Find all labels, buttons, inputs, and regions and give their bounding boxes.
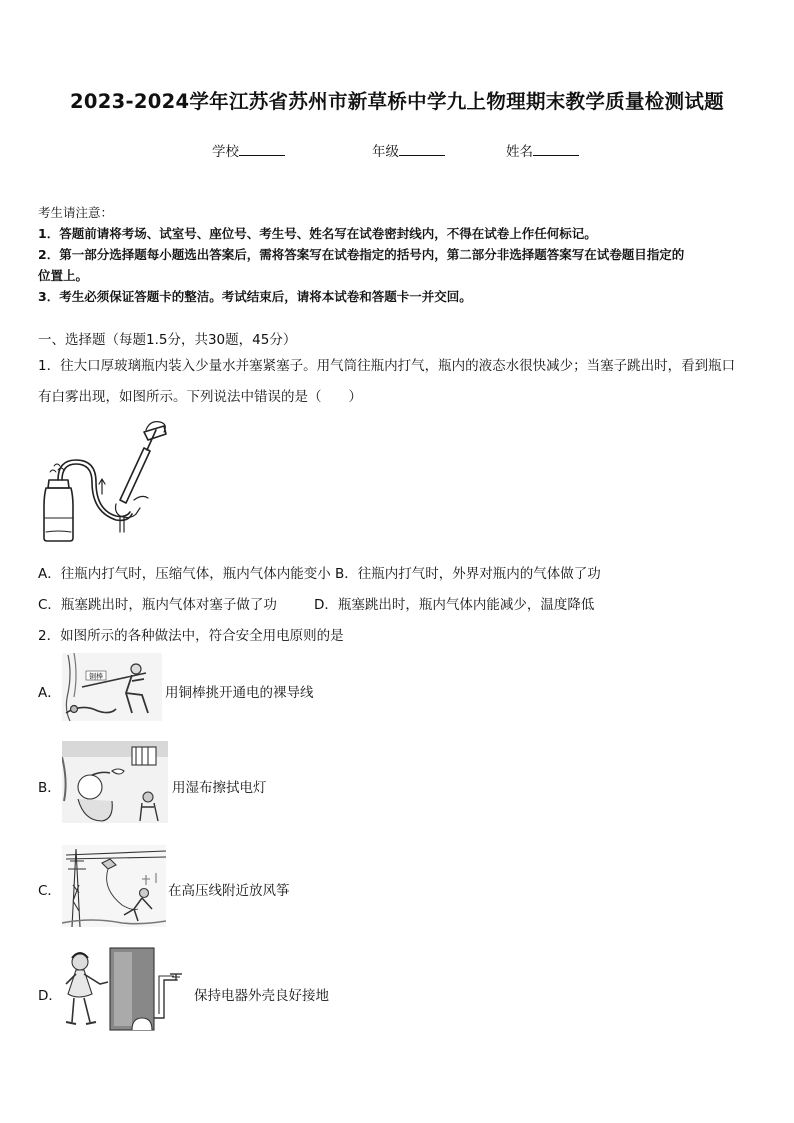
- school-label: 学校: [212, 144, 239, 160]
- notice-item-3: 3．考生必须保证答题卡的整洁。考试结束后，请将本试卷和答题卡一并交回。: [38, 289, 472, 304]
- q1-options-ab: A．往瓶内打气时，压缩气体，瓶内气体内能变小 B．往瓶内打气时，外界对瓶内的气体做了功: [38, 566, 601, 582]
- school-field: [212, 140, 285, 160]
- q2-option-b-text: 用湿布擦拭电灯: [172, 780, 267, 796]
- notice-heading: 考生请注意：: [38, 205, 114, 220]
- name-blank: [533, 143, 579, 156]
- bottle-pump-figure: [36, 420, 176, 544]
- kite-power-line-figure: [62, 845, 166, 927]
- q1-stem-line1: 1．往大口厚玻璃瓶内装入少量水并塞紧塞子。用气筒往瓶内打气，瓶内的液态水很快减少；当塞子跳出时，看到瓶口: [38, 358, 736, 374]
- section-heading: 一、选择题（每题1.5分，共30题，45分）: [38, 332, 297, 348]
- notice-item-2: 2．第一部分选择题每小题选出答案后，需将答案写在试卷指定的括号内，第二部分非选择题答案写在试卷题目指定的: [38, 247, 685, 262]
- page-title: 2023-2024学年江苏省苏州市新草桥中学九上物理期末教学质量检测试题: [70, 90, 724, 113]
- q2-option-b-letter: B．: [38, 780, 61, 796]
- copper-rod-label: 铜棒: [89, 672, 103, 681]
- grade-blank: [399, 143, 445, 156]
- q1-stem-line2: 有白雾出现，如图所示。下列说法中错误的是（ ）: [38, 389, 362, 405]
- grade-field: [372, 140, 445, 160]
- q2-option-c-letter: C．: [38, 883, 61, 899]
- wet-cloth-lamp-figure: [62, 741, 168, 823]
- q2-option-a-letter: A．: [38, 685, 61, 701]
- q2-option-a-text: 用铜棒挑开通电的裸导线: [165, 685, 314, 701]
- grounding-figure: [62, 944, 194, 1032]
- q1-option-c: C．瓶塞跳出时，瓶内气体对塞子做了功: [38, 597, 277, 613]
- grade-label: 年级: [372, 144, 399, 160]
- school-blank: [239, 143, 285, 156]
- q2-stem: 2．如图所示的各种做法中，符合安全用电原则的是: [38, 628, 344, 644]
- name-field: [506, 140, 579, 160]
- notice-item-1: 1．答题前请将考场、试室号、座位号、考生号、姓名写在试卷密封线内，不得在试卷上作任何标记。: [38, 226, 597, 241]
- q1-option-d: D．瓶塞跳出时，瓶内气体内能减少，温度降低: [314, 597, 595, 613]
- q2-option-d-letter: D．: [38, 988, 62, 1004]
- name-label: 姓名: [506, 144, 533, 160]
- notice-item-2-cont: 位置上。: [38, 268, 89, 283]
- copper-rod-figure: [62, 653, 162, 721]
- q2-option-c-text: 在高压线附近放风筝: [168, 883, 290, 899]
- q2-option-d-text: 保持电器外壳良好接地: [194, 988, 329, 1004]
